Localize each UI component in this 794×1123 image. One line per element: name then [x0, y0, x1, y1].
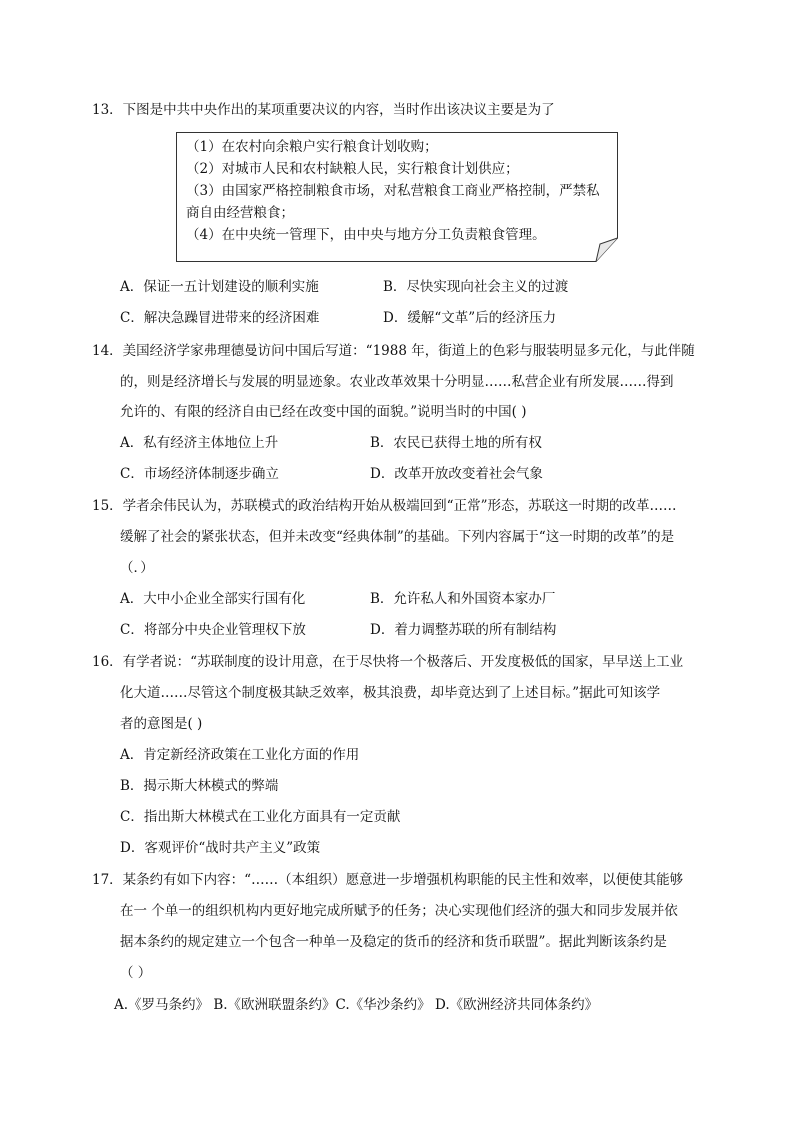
- q13-option-b[interactable]: B．尽快实现向社会主义的过渡: [383, 279, 569, 295]
- q17-stem-line-1: 17．某条约有如下内容：“……（本组织）愿意进一步增强机构职能的民主性和效率，以便使其能够: [92, 872, 684, 888]
- q15-stem-line-2: 缓解了社会的紧张状态，但并未改变“经典体制”的基础。下列内容属于“这一时期的改革”的是: [120, 529, 675, 545]
- q13-option-a[interactable]: A．保证一五计划建设的顺利实施: [120, 279, 319, 295]
- q16-stem-line-3: 者的意图是( ): [120, 716, 203, 732]
- q17-stem-line-3: 据本条约的规定建立一个包含一种单一及稳定的货币的经济和货币联盟”。据此判断该条约是: [120, 934, 667, 950]
- q13-option-d[interactable]: D．缓解“文革”后的经济压力: [383, 310, 557, 326]
- q14-option-d[interactable]: D．改革开放改变着社会气象: [370, 466, 543, 482]
- q17-stem-line-4: （ ）: [120, 965, 152, 981]
- q15-option-a[interactable]: A．大中小企业全部实行国有化: [120, 591, 306, 607]
- q16-option-b[interactable]: B．揭示斯大林模式的弊端: [120, 778, 279, 794]
- box-line-5: （4）在中央统一管理下，由中央与地方分工负责粮食管理。: [186, 227, 546, 243]
- q14-option-a[interactable]: A．私有经济主体地位上升: [120, 435, 279, 451]
- q16-option-a[interactable]: A．肯定新经济政策在工业化方面的作用: [120, 747, 360, 763]
- q14-stem-line-3: 允许的、有限的经济自由已经在改变中国的面貌。”说明当时的中国( ): [120, 404, 527, 420]
- q14-stem-line-2: 的，则是经济增长与发展的明显迹象。农业改革效果十分明显……私营企业有所发展……得到: [120, 374, 674, 390]
- q14-option-c[interactable]: C．市场经济体制逐步确立: [120, 466, 279, 482]
- q17-options[interactable]: A.《罗马条约》 B.《欧洲联盟条约》C.《华沙条约》 D.《欧洲经济共同体条约》: [114, 997, 599, 1013]
- q13-option-c[interactable]: C．解决急躁冒进带来的经济困难: [120, 310, 320, 326]
- q13-stem: 13．下图是中共中央作出的某项重要决议的内容，当时作出该决议主要是为了: [92, 102, 555, 118]
- q15-stem-line-1: 15．学者余伟民认为，苏联模式的政治结构开始从极端回到“正常”形态，苏联这一时期的改革……: [92, 498, 677, 514]
- q13-resolution-box: [176, 132, 618, 262]
- box-line-4: 商自由经营粮食；: [186, 205, 294, 221]
- q15-stem-line-3: （．）: [120, 560, 154, 576]
- q15-option-c[interactable]: C．将部分中央企业管理权下放: [120, 622, 306, 638]
- box-line-2: （2）对城市人民和农村缺粮人民，实行粮食计划供应；: [186, 161, 519, 177]
- q16-stem-line-2: 化大道……尽管这个制度极其缺乏效率，极其浪费，却毕竟达到了上述目标。”据此可知该学: [120, 685, 661, 701]
- q15-option-d[interactable]: D．着力调整苏联的所有制结构: [370, 622, 557, 638]
- q14-option-b[interactable]: B．农民已获得土地的所有权: [370, 435, 542, 451]
- q16-option-c[interactable]: C．指出斯大林模式在工业化方面具有一定贡献: [120, 809, 401, 825]
- box-line-1: （1）在农村向余粮户实行粮食计划收购；: [186, 139, 438, 155]
- box-line-3: （3）由国家严格控制粮食市场，对私营粮食工商业严格控制，严禁私: [186, 183, 600, 199]
- q17-stem-line-2: 在一 个单一的组织机构内更好地完成所赋予的任务；决心实现他们经济的强大和同步发展并依: [120, 903, 678, 919]
- q16-stem-line-1: 16．有学者说：“苏联制度的设计用意，在于尽快将一个极落后、开发度极低的国家，早早送上工业: [92, 654, 684, 670]
- q16-option-d[interactable]: D．客观评价“战时共产主义”政策: [120, 840, 321, 856]
- q14-stem-line-1: 14．美国经济学家弗理德曼访问中国后写道：“1988 年，街道上的色彩与服装明显多元化，与此伴随: [92, 343, 695, 359]
- q15-option-b[interactable]: B．允许私人和外国资本家办厂: [370, 591, 556, 607]
